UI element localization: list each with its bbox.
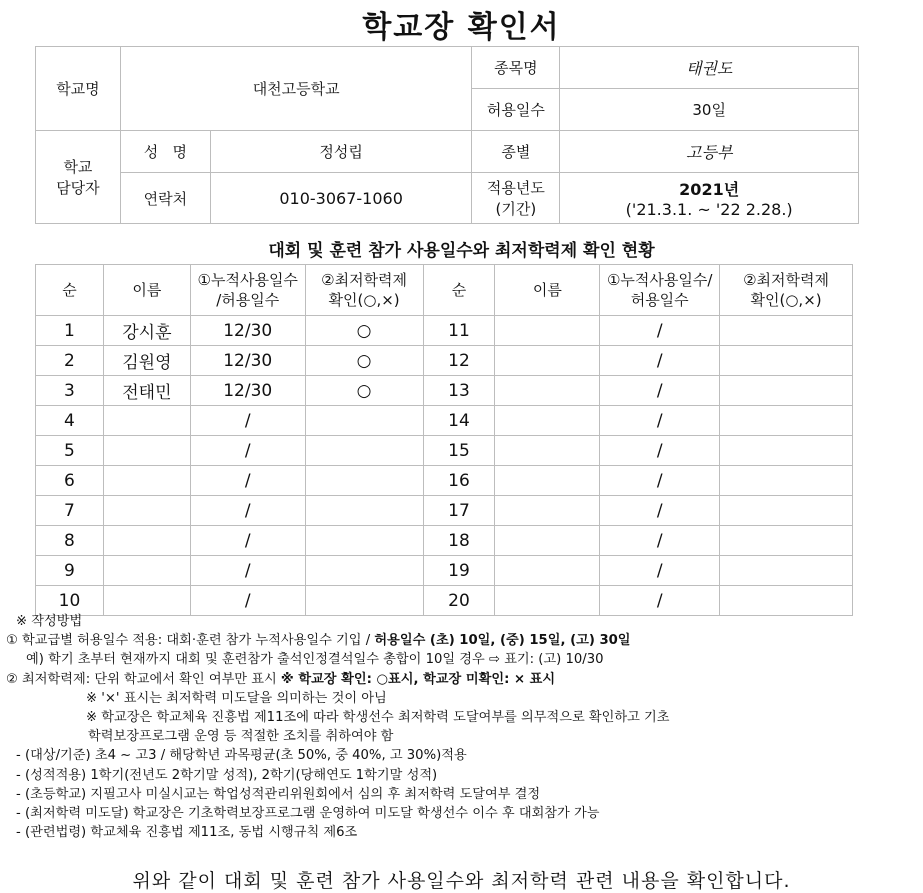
row-name-right: [495, 496, 600, 526]
contact-value: 010-3067-1060: [210, 173, 472, 224]
row-name: [103, 526, 190, 556]
row-no: 6: [36, 466, 104, 496]
row-name: [103, 496, 190, 526]
row-check-right: [720, 406, 853, 436]
row-no-right: 16: [423, 466, 495, 496]
row-check: ○: [305, 346, 423, 376]
row-name-right: [495, 526, 600, 556]
staff-label-line2: 담당자: [56, 179, 100, 197]
row-days: 12/30: [190, 376, 305, 406]
year-label-line1: 적용년도: [486, 179, 545, 197]
detail-1: - (대상/기준) 초4 ~ 고3 / 해당학년 과목평균(초 50%, 중 40%, 고 30%)적용: [16, 748, 467, 764]
row-no-right: 13: [423, 376, 495, 406]
table-row: [36, 376, 853, 406]
row-days: /: [190, 406, 305, 436]
header-check: [305, 265, 423, 316]
school-label: 학교명: [36, 47, 121, 131]
table-row: [36, 586, 853, 616]
row-name: 전태민: [103, 376, 190, 406]
row-name: [103, 586, 190, 616]
row-name: [103, 466, 190, 496]
period-value: ('21.3.1. ~ '22 2.28.): [625, 200, 793, 219]
row-days-right: /: [600, 406, 720, 436]
school-value: 대천고등학교: [120, 47, 472, 131]
detail-2: - (성적적용) 1학기(전년도 2학기말 성적), 2학기(당해연도 1학기말 성적): [16, 767, 438, 783]
row-no: 7: [36, 496, 104, 526]
row-check-right: [720, 526, 853, 556]
detail-4: - (최저학력 미도달) 학교장은 기초학력보장프로그램 운영하여 미도달 학생선수 이수 후 대회참가 가능: [16, 806, 600, 822]
row-name: [103, 436, 190, 466]
note-1: [6, 631, 918, 650]
row-check: [305, 406, 423, 436]
row-days-right: /: [600, 376, 720, 406]
staff-label-line1: 학교: [63, 158, 93, 176]
row-name-right: [495, 406, 600, 436]
closing-statement: 위와 같이 대회 및 훈련 참가 사용일수와 최저학력 관련 내용을 확인합니다.: [132, 870, 791, 892]
row-name-right: [495, 466, 600, 496]
row-no-right: 20: [423, 586, 495, 616]
detail-5: - (관련법령) 학교체육 진흥법 제11조, 동법 시행규칙 제6조: [16, 825, 358, 841]
header-days-right: [600, 265, 720, 316]
row-check: [305, 556, 423, 586]
name-label: 성 명: [120, 131, 210, 173]
note-2-bold: ※ 학교장 확인: ○표시, 학교장 미확인: × 표시: [280, 671, 556, 687]
staff-label: [36, 131, 121, 224]
row-name: [103, 556, 190, 586]
row-days-right: /: [600, 436, 720, 466]
row-no: 9: [36, 556, 104, 586]
row-no-right: 12: [423, 346, 495, 376]
year-value: 2021년: [679, 180, 740, 199]
row-days: /: [190, 436, 305, 466]
header-check-line1: ②최저학력제: [321, 271, 408, 289]
row-days-right: /: [600, 586, 720, 616]
header-days: [190, 265, 305, 316]
row-check: [305, 496, 423, 526]
year-label: [472, 173, 560, 224]
table-row: [36, 316, 853, 346]
row-name-right: [495, 316, 600, 346]
row-check-right: [720, 586, 853, 616]
row-no-right: 14: [423, 406, 495, 436]
row-days: /: [190, 526, 305, 556]
header-days-line1: ①누적사용일수: [197, 271, 298, 289]
category-value: 고등부: [560, 131, 859, 173]
table-row: [36, 526, 853, 556]
row-check-right: [720, 346, 853, 376]
row-name-right: [495, 376, 600, 406]
allow-days-label: 허용일수: [472, 89, 560, 131]
row-check-right: [720, 436, 853, 466]
row-check: [305, 436, 423, 466]
row-no-right: 15: [423, 436, 495, 466]
row-days: /: [190, 496, 305, 526]
note-1-example: [6, 650, 918, 669]
year-cell: [560, 173, 859, 224]
row-check: [305, 526, 423, 556]
instructions: [6, 612, 918, 842]
row-days-right: /: [600, 556, 720, 586]
notes-heading: ※ 작성방법: [16, 614, 83, 629]
row-check-right: [720, 496, 853, 526]
row-no-right: 18: [423, 526, 495, 556]
row-name-right: [495, 346, 600, 376]
header-days-right-line1: ①누적사용일수/: [606, 271, 713, 289]
year-label-line2: (기간): [495, 200, 537, 218]
header-days-right-line2: 허용일수: [630, 291, 689, 309]
header-check-right: [720, 265, 853, 316]
info-table: [35, 46, 859, 224]
row-no: 3: [36, 376, 104, 406]
row-no: 1: [36, 316, 104, 346]
row-check: [305, 466, 423, 496]
row-no-right: 11: [423, 316, 495, 346]
note-2: [6, 670, 918, 689]
note-3: ※ '×' 표시는 최저학력 미도달을 의미하는 것이 아님: [86, 690, 387, 706]
row-name: 김원영: [103, 346, 190, 376]
row-name-right: [495, 586, 600, 616]
status-table: [35, 264, 853, 616]
row-check: ○: [305, 316, 423, 346]
row-no: 2: [36, 346, 104, 376]
note-4: ※ 학교장은 학교체육 진흥법 제11조에 따라 학생선수 최저학력 도달여부를 의무적으로 확인하고 기초: [86, 710, 670, 726]
note-1-bold: 허용일수 (초) 10일, (중) 15일, (고) 30일: [374, 633, 631, 649]
row-check-right: [720, 466, 853, 496]
row-days-right: /: [600, 526, 720, 556]
header-days-line2: /허용일수: [216, 291, 280, 309]
row-days-right: /: [600, 466, 720, 496]
header-check-right-line1: ②최저학력제: [743, 271, 829, 289]
header-no: 순: [36, 265, 104, 316]
header-no-right: 순: [423, 265, 495, 316]
table-row: [36, 496, 853, 526]
row-days-right: /: [600, 496, 720, 526]
row-no: 5: [36, 436, 104, 466]
row-no: 10: [36, 586, 104, 616]
status-table-body: [36, 316, 853, 616]
note-1-example-text: 예) 학기 초부터 현재까지 대회 및 훈련참가 출석인정결석일수 총합이 10일 경우 ⇨ 표기: (고) 10/30: [26, 652, 604, 668]
row-name: [103, 406, 190, 436]
row-name-right: [495, 436, 600, 466]
row-no: 4: [36, 406, 104, 436]
header-check-line2: 확인(○,×): [328, 291, 400, 309]
table-row: [36, 466, 853, 496]
row-check-right: [720, 316, 853, 346]
contact-label: 연락처: [120, 173, 210, 224]
row-check-right: [720, 376, 853, 406]
row-days: /: [190, 556, 305, 586]
row-days: 12/30: [190, 316, 305, 346]
sport-value: 태권도: [560, 47, 859, 89]
header-name-right: 이름: [495, 265, 600, 316]
row-check: ○: [305, 376, 423, 406]
row-check-right: [720, 556, 853, 586]
row-no: 8: [36, 526, 104, 556]
note-4-cont: 학력보장프로그램 운영 등 적절한 조치를 취하여야 함: [88, 729, 394, 745]
note-2-text: ② 최저학력제: 단위 학교에서 확인 여부만 표시: [6, 671, 281, 687]
row-days: 12/30: [190, 346, 305, 376]
note-1-text: ① 학교급별 허용일수 적용: 대회·훈련 참가 누적사용일수 기입 /: [6, 633, 375, 649]
row-name-right: [495, 556, 600, 586]
row-days: /: [190, 466, 305, 496]
document-title: 학교장 확인서: [362, 10, 561, 45]
row-check: [305, 586, 423, 616]
table-row: [36, 436, 853, 466]
sport-label: 종목명: [472, 47, 560, 89]
row-days-right: /: [600, 346, 720, 376]
table-row: [36, 556, 853, 586]
detail-3: - (초등학교) 지필고사 미실시교는 학업성적관리위원회에서 심의 후 최저학력 도달여부 결정: [16, 786, 541, 802]
table-row: [36, 406, 853, 436]
row-no-right: 19: [423, 556, 495, 586]
name-value: 정성립: [210, 131, 472, 173]
allow-days-value: 30일: [560, 89, 859, 131]
status-subtitle: 대회 및 훈련 참가 사용일수와 최저학력제 확인 현황: [268, 241, 655, 261]
row-no-right: 17: [423, 496, 495, 526]
table-row: [36, 346, 853, 376]
header-check-right-line2: 확인(○,×): [750, 291, 822, 309]
row-days: /: [190, 586, 305, 616]
row-days-right: /: [600, 316, 720, 346]
category-label: 종별: [472, 131, 560, 173]
header-name: 이름: [103, 265, 190, 316]
row-name: 강시훈: [103, 316, 190, 346]
